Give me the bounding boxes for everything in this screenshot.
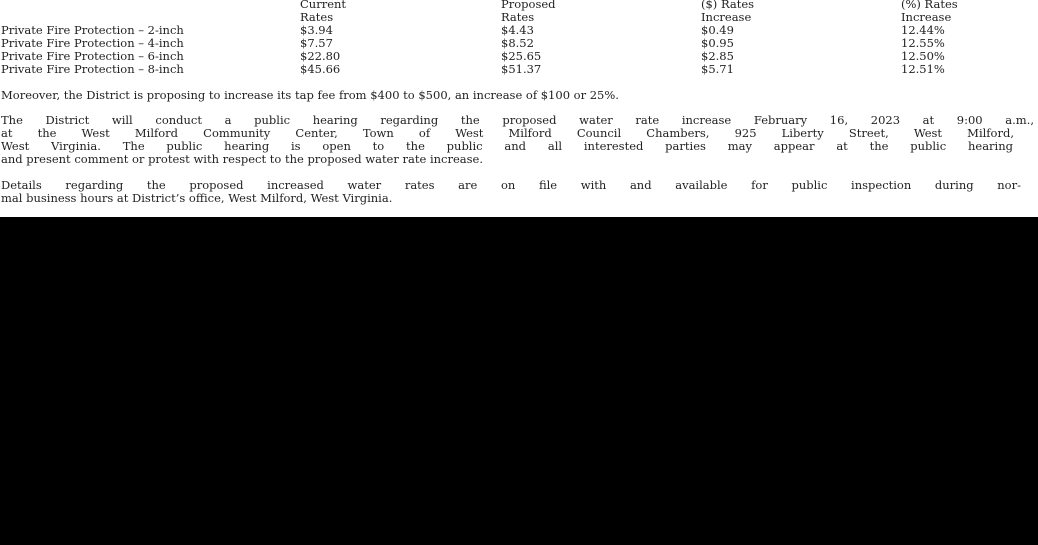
paragraph-line: Moreover, the District is proposing to increase its tap fee from $400 to $500, an increase of $100 or 25%. (1, 88, 619, 102)
dollar-increase: $0.95 (701, 36, 734, 50)
dollar-increase: $5.71 (701, 62, 734, 76)
proposed-rate: $25.65 (501, 49, 542, 63)
row-label: Private Fire Protection – 6-inch (1, 49, 184, 63)
header-proposed-line1: Proposed (501, 0, 556, 11)
current-rate: $3.94 (300, 23, 333, 37)
proposed-rate: $51.37 (501, 62, 542, 76)
paragraph-line: Details regarding the proposed increased water rates are on file with and available for public inspection during nor- (1, 178, 1021, 192)
percent-increase: 12.50% (901, 49, 945, 63)
row-label: Private Fire Protection – 2-inch (1, 23, 184, 37)
paragraph-line: mal business hours at District’s office, West Milford, West Virginia. (1, 191, 393, 205)
header-percent-increase-line2: Increase (901, 10, 952, 24)
paragraph-line: The District will conduct a public hearing regarding the proposed water rate increase February 16, 2023 at 9:00 a.m., (1, 113, 1034, 127)
proposed-rate: $4.43 (501, 23, 534, 37)
row-label: Private Fire Protection – 4-inch (1, 36, 184, 50)
paragraph-line: West Virginia. The public hearing is open to the public and all interested parties may appear at the public hearing (1, 139, 1013, 153)
row-label: Private Fire Protection – 8-inch (1, 62, 184, 76)
header-dollar-increase-line1: ($) Rates (701, 0, 755, 11)
current-rate: $7.57 (300, 36, 333, 50)
header-dollar-increase-line2: Increase (701, 10, 752, 24)
header-current-line1: Current (300, 0, 347, 11)
current-rate: $45.66 (300, 62, 341, 76)
document-page (0, 0, 1038, 217)
header-current-line2: Rates (300, 10, 334, 24)
header-proposed-line2: Rates (501, 10, 535, 24)
paragraph-line: at the West Milford Community Center, Town of West Milford Council Chambers, 925 Liberty Street, West Milford, (1, 126, 1014, 140)
percent-increase: 12.51% (901, 62, 945, 76)
proposed-rate: $8.52 (501, 36, 534, 50)
current-rate: $22.80 (300, 49, 341, 63)
paragraph-line: and present comment or protest with respect to the proposed water rate increase. (1, 152, 484, 166)
percent-increase: 12.44% (901, 23, 945, 37)
percent-increase: 12.55% (901, 36, 945, 50)
dollar-increase: $2.85 (701, 49, 734, 63)
header-percent-increase-line1: (%) Rates (901, 0, 958, 11)
dollar-increase: $0.49 (701, 23, 734, 37)
